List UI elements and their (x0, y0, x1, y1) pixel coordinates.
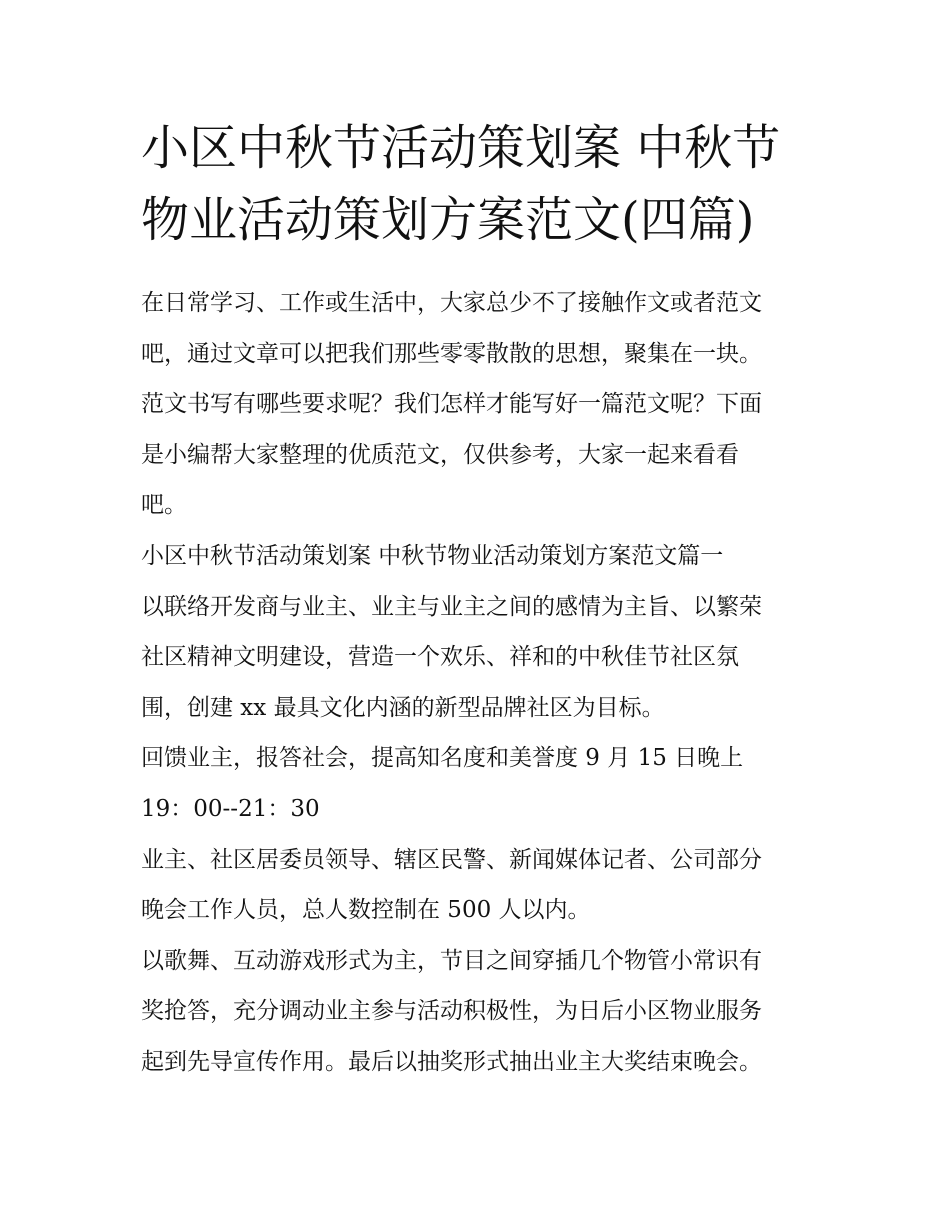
document-title (141, 112, 831, 256)
body-line: 吧。 (141, 492, 187, 519)
body-line: 回馈业主，报答社会，提高知名度和美誉度 9 月 15 日晚上 (141, 745, 744, 772)
title-line-1: 小区中秋节活动策划案 中秋节 (141, 120, 781, 176)
body-line: 以联络开发商与业主、业主与业主之间的感情为主旨、以繁荣 (141, 593, 762, 620)
section-heading: 小区中秋节活动策划案 中秋节物业活动策划方案范文篇一 (141, 542, 724, 569)
body-line: 19：00--21：30 (141, 795, 320, 822)
body-line: 业主、社区居委员领导、辖区民警、新闻媒体记者、公司部分 (141, 846, 762, 873)
body-line: 起到先导宣传作用。最后以抽奖形式抽出业主大奖结束晚会。 (141, 1048, 762, 1075)
body-line: 在日常学习、工作或生活中，大家总少不了接触作文或者范文 (141, 290, 762, 316)
body-line: 以歌舞、互动游戏形式为主，节目之间穿插几个物管小常识有 (141, 947, 762, 974)
body-line: 是小编帮大家整理的优质范文，仅供参考，大家一起来看看 (141, 441, 739, 468)
body-line: 范文书写有哪些要求呢？我们怎样才能写好一篇范文呢？下面 (141, 391, 762, 418)
title-line-2: 物业活动策划方案范文(四篇) (141, 192, 755, 248)
body-line: 奖抢答，充分调动业主参与活动积极性，为日后小区物业服务 (141, 998, 762, 1025)
body-line: 社区精神文明建设，营造一个欢乐、祥和的中秋佳节社区氛 (141, 644, 739, 671)
body-line: 晚会工作人员，总人数控制在 500 人以内。 (141, 897, 591, 924)
document-body (141, 278, 831, 1088)
body-line: 吧，通过文章可以把我们那些零零散散的思想，聚集在一块。 (141, 340, 762, 367)
body-line: 围，创建 xx 最具文化内涵的新型品牌社区为目标。 (141, 694, 665, 721)
